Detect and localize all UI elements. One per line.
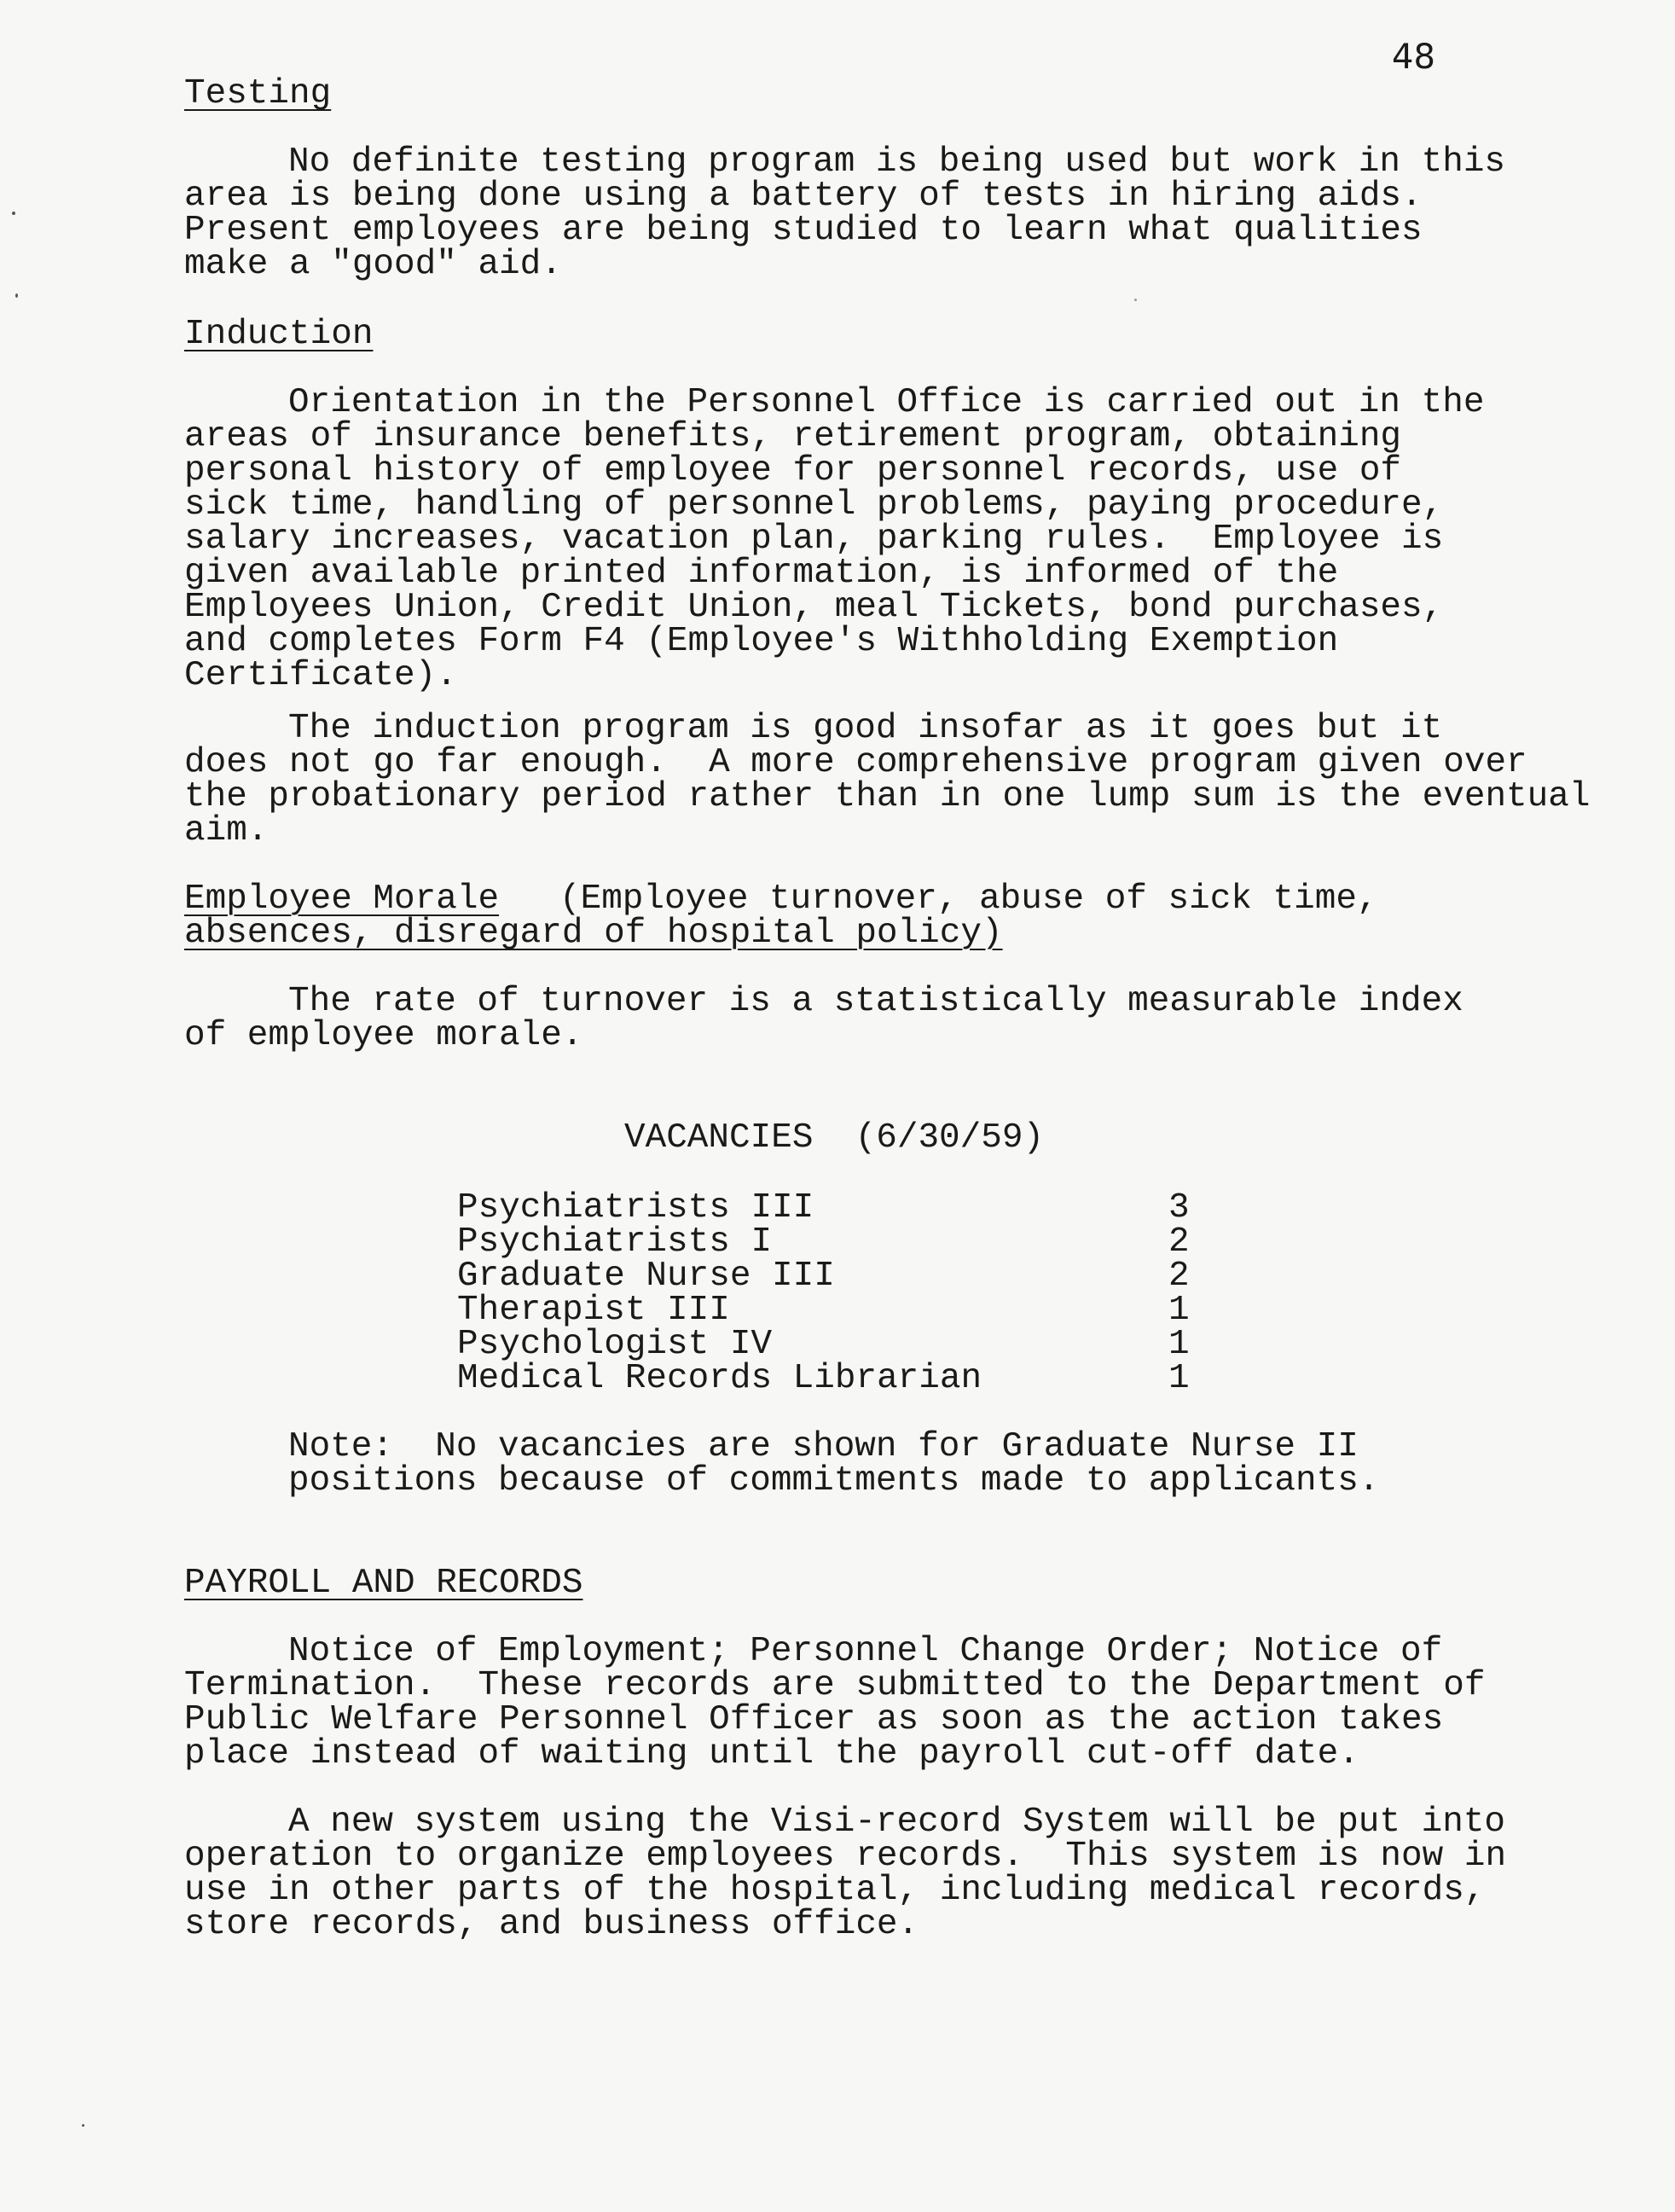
morale-subtitle-line-1: (Employee turnover, abuse of sick time, [559, 880, 1378, 919]
payroll-p1-line-1: Notice of Employment; Personnel Change Order; Notice of [288, 1632, 1443, 1671]
payroll-p1-line-3: Public Welfare Personnel Officer as soon as the action takes [184, 1700, 1444, 1739]
payroll-p2-line-3: use in other parts of the hospital, including medical records, [184, 1871, 1486, 1910]
induction-p1-line-2: areas of insurance benefits, retirement program, obtaining [184, 417, 1402, 456]
payroll-p2-line-1: A new system using the Visi-record System will be put into [288, 1803, 1506, 1842]
paper-speck [12, 212, 15, 215]
morale-line-1: The rate of turnover is a statistically measurable index [288, 982, 1463, 1021]
vacancy-position: Medical Records Librarian [457, 1359, 982, 1398]
testing-line-1: No definite testing program is being used but work in this [288, 142, 1506, 182]
paper-speck [15, 293, 18, 298]
vacancy-position: Psychiatrists I [457, 1222, 773, 1262]
induction-p1-line-3: personal history of employee for personnel records, use of [184, 451, 1402, 491]
morale-heading: Employee Morale [184, 880, 500, 919]
paper-speck [82, 2124, 84, 2127]
vacancy-count: 1 [1168, 1291, 1190, 1330]
vacancies-note-line-1: Note: No vacancies are shown for Graduate Nurse II [288, 1427, 1359, 1466]
induction-p1-line-7: Employees Union, Credit Union, meal Tickets, bond purchases, [184, 588, 1444, 627]
induction-p1-line-1: Orientation in the Personnel Office is carried out in the [288, 383, 1485, 422]
page-number: 48 [1392, 38, 1435, 77]
vacancies-note-line-2: positions because of commitments made to applicants. [288, 1461, 1380, 1501]
vacancy-count: 1 [1168, 1359, 1190, 1398]
induction-p2-line-1: The induction program is good insofar as it goes but it [288, 709, 1443, 748]
induction-p1-line-8: and completes Form F4 (Employee's Withholding Exemption [184, 622, 1339, 661]
morale-line-2: of employee morale. [184, 1016, 583, 1055]
vacancy-position: Psychiatrists III [457, 1188, 814, 1228]
induction-p1-line-6: given available printed information, is informed of the [184, 554, 1339, 593]
testing-line-4: make a "good" aid. [184, 245, 562, 284]
vacancy-count: 2 [1168, 1222, 1190, 1262]
vacancy-position: Graduate Nurse III [457, 1257, 835, 1296]
induction-p1-line-9: Certificate). [184, 656, 457, 695]
payroll-heading: PAYROLL AND RECORDS [184, 1564, 583, 1603]
payroll-p1-line-4: place instead of waiting until the payroll cut-off date. [184, 1734, 1359, 1774]
vacancy-count: 1 [1168, 1325, 1190, 1364]
payroll-p1-line-2: Termination. These records are submitted to the Department of [184, 1666, 1486, 1705]
morale-subtitle-line-2: absences, disregard of hospital policy) [184, 914, 1003, 953]
payroll-p2-line-2: operation to organize employees records. This system is now in [184, 1837, 1507, 1876]
vacancy-position: Psychologist IV [457, 1325, 773, 1364]
induction-p2-line-2: does not go far enough. A more comprehensive program given over [184, 743, 1527, 782]
vacancy-count: 3 [1168, 1188, 1190, 1228]
testing-line-2: area is being done using a battery of tests in hiring aids. [184, 177, 1423, 216]
induction-p1-line-4: sick time, handling of personnel problems, paying procedure, [184, 485, 1444, 525]
paper-speck [1134, 299, 1137, 301]
testing-line-3: Present employees are being studied to learn what qualities [184, 211, 1423, 250]
induction-p2-line-4: aim. [184, 811, 269, 851]
vacancies-title: VACANCIES (6/30/59) [624, 1118, 1045, 1158]
testing-heading: Testing [184, 74, 332, 113]
induction-p1-line-5: salary increases, vacation plan, parking rules. Employee is [184, 520, 1444, 559]
vacancy-count: 2 [1168, 1257, 1190, 1296]
induction-p2-line-3: the probationary period rather than in one lump sum is the eventual [184, 777, 1591, 816]
vacancy-position: Therapist III [457, 1291, 730, 1330]
payroll-p2-line-4: store records, and business office. [184, 1905, 919, 1944]
induction-heading: Induction [184, 315, 374, 354]
